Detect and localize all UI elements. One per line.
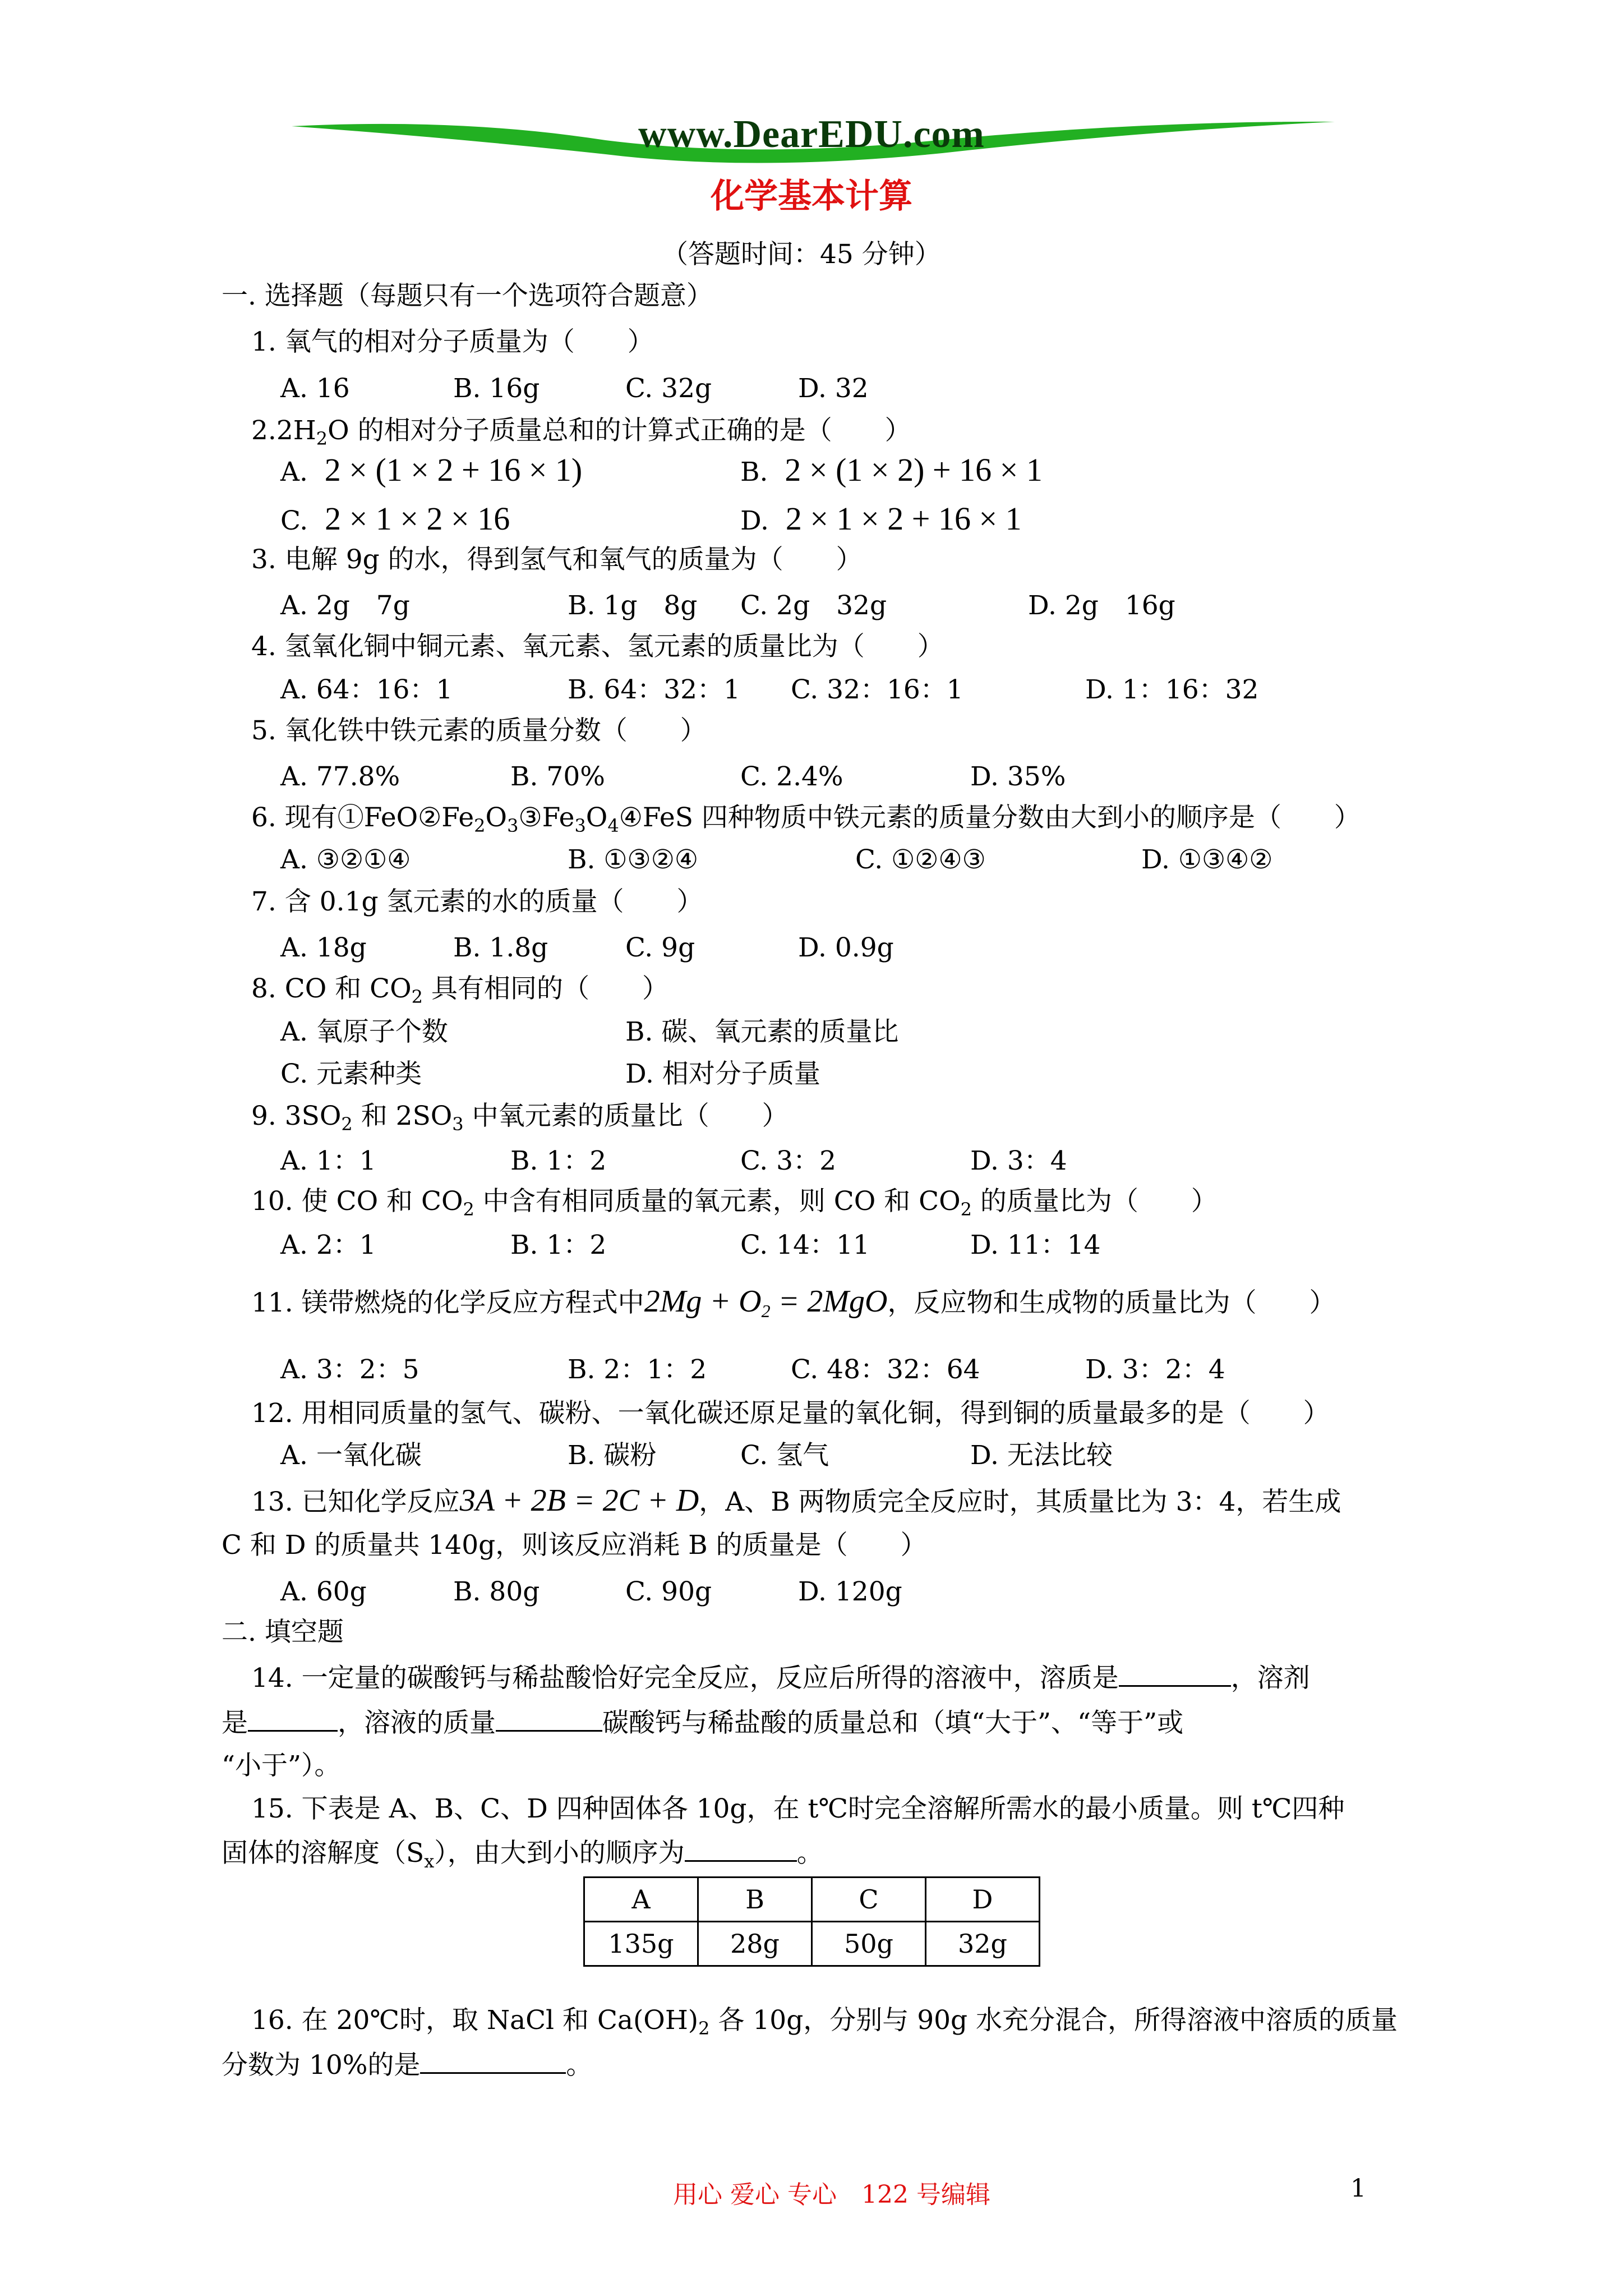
site-url: www.DearEDU.com bbox=[638, 113, 985, 156]
q8-option-a: A. 氧原子个数 bbox=[280, 1016, 448, 1047]
q8-stem: 8. CO 和 $CO_2$ 具有相同的（ ） bbox=[251, 973, 668, 1007]
q7-stem: 7. 含 0.1g 氢元素的水的质量（ ） bbox=[251, 886, 703, 917]
q3-option-a: A. 2g 7g bbox=[280, 590, 410, 621]
q2-option-b: B. 2 × (1 × 2) + 16 × 1 bbox=[740, 452, 1043, 488]
q11-option-c: C. 48：32：64 bbox=[791, 1354, 980, 1385]
q4-option-a: A. 64：16：1 bbox=[280, 674, 453, 705]
table-cell: 50g bbox=[812, 1922, 926, 1966]
q2-option-c: C. 2 × 1 × 2 × 16 bbox=[280, 500, 510, 537]
q10-option-c: C. 14：11 bbox=[740, 1230, 870, 1260]
q3-option-b: B. 1g 8g bbox=[568, 590, 698, 621]
q9-stem: 9. $3SO_2$ 和 $2SO_3$ 中氧元素的质量比（ ） bbox=[251, 1101, 789, 1135]
solubility-table bbox=[583, 1876, 1040, 1967]
page-number: 1 bbox=[1350, 2174, 1366, 2203]
q5-option-b: B. 70% bbox=[510, 761, 605, 792]
q7-option-c: C. 9g bbox=[625, 932, 695, 963]
q12-option-c: C. 氢气 bbox=[740, 1440, 829, 1471]
table-cell: 32g bbox=[926, 1922, 1040, 1966]
q3-option-d: D. 2g 16g bbox=[1028, 590, 1175, 621]
q15-line1: 15. 下表是 A、B、C、D 四种固体各 10g，在 t℃时完全溶解所需水的最小质量。则 t℃四种 bbox=[251, 1793, 1345, 1824]
q11-stem: 11. 镁带燃烧的化学反应方程式中$2Mg + O_2 = 2MgO$，反应物和生成物的质量比为（ ） bbox=[251, 1284, 1336, 1321]
q12-option-b: B. 碳粉 bbox=[568, 1440, 657, 1471]
q15-order-blank[interactable] bbox=[685, 1835, 797, 1862]
footer-note: 用心 爱心 专心 122 号编辑 bbox=[673, 2180, 990, 2209]
q3-option-c: C. 2g 32g bbox=[740, 590, 887, 621]
q1-option-a: A. 16 bbox=[280, 373, 350, 404]
q1-option-b: B. 16g bbox=[453, 373, 540, 404]
q10-option-d: D. 11：14 bbox=[970, 1230, 1101, 1260]
q13-stem-line1: 13. 已知化学反应3A + 2B = 2C + D，A、B 两物质完全反应时，其质量比为 3：4，若生成 bbox=[251, 1483, 1341, 1518]
q1-option-c: C. 32g bbox=[625, 373, 712, 404]
q8-option-c: C. 元素种类 bbox=[280, 1059, 422, 1089]
table-cell: 135g bbox=[584, 1922, 698, 1966]
q2-option-a: A. 2 × (1 × 2 + 16 × 1) bbox=[280, 452, 583, 488]
q13-equation: 3A + 2B = 2C + D bbox=[459, 1483, 699, 1518]
q13-option-c: C. 90g bbox=[625, 1576, 712, 1607]
q7-option-d: D. 0.9g bbox=[798, 932, 894, 963]
q5-stem: 5. 氧化铁中铁元素的质量分数（ ） bbox=[251, 715, 707, 746]
q9-option-c: C. 3：2 bbox=[740, 1145, 836, 1176]
q12-option-d: D. 无法比较 bbox=[970, 1440, 1113, 1471]
q5-option-d: D. 35% bbox=[970, 761, 1066, 792]
q7-option-b: B. 1.8g bbox=[453, 932, 548, 963]
table-header-cell: C bbox=[812, 1878, 926, 1922]
q13-option-b: B. 80g bbox=[453, 1576, 540, 1607]
table-cell: 28g bbox=[698, 1922, 812, 1966]
page-title: 化学基本计算 bbox=[711, 177, 912, 216]
q1-stem: 1. 氧气的相对分子质量为（ ） bbox=[251, 326, 654, 357]
q16-line2: 分数为 10%的是 。 bbox=[222, 2047, 592, 2082]
q9-option-a: A. 1：1 bbox=[280, 1145, 376, 1176]
q16-line1: 16. 在 20℃时，取 NaCl 和 $Ca(OH)_2$ 各 10g，分别与 90g 水充分混合，所得溶液中溶质的质量 bbox=[251, 2005, 1398, 2039]
q6-option-b: B. ①③②④ bbox=[568, 844, 698, 875]
q6-option-c: C. ①②④③ bbox=[855, 844, 986, 875]
q7-option-a: A. 18g bbox=[280, 932, 367, 963]
q8-option-b: B. 碳、氧元素的质量比 bbox=[625, 1016, 899, 1047]
q6-option-d: D. ①③④② bbox=[1141, 844, 1273, 875]
table-header-cell: A bbox=[584, 1878, 698, 1922]
q4-stem: 4. 氢氧化铜中铜元素、氧元素、氢元素的质量比为（ ） bbox=[251, 631, 944, 662]
table-header-row bbox=[584, 1878, 1040, 1922]
q10-stem: 10. 使 CO 和 $CO_2$ 中含有相同质量的氧元素，则 CO 和 $CO_2$ 的质量比为（ ） bbox=[251, 1186, 1218, 1220]
q9-option-d: D. 3：4 bbox=[970, 1145, 1067, 1176]
q14-mass-blank[interactable] bbox=[496, 1705, 602, 1732]
q10-option-b: B. 1：2 bbox=[510, 1230, 607, 1260]
q11-equation: $2Mg + O_2 = 2MgO$ bbox=[644, 1284, 888, 1321]
q11-option-b: B. 2：1：2 bbox=[568, 1354, 707, 1385]
table-header-cell: B bbox=[698, 1878, 812, 1922]
q6-stem: 6. 现有$①FeO②Fe_2O_3③Fe_3O_4④FeS$ 四种物质中铁元素的质量分数由大到小的顺序是（ ） bbox=[251, 802, 1361, 836]
q14-solvent-blank[interactable] bbox=[248, 1705, 338, 1732]
q14-line1: 14. 一定量的碳酸钙与稀盐酸恰好完全反应，反应后所得的溶液中，溶质是 ，溶剂 bbox=[251, 1660, 1310, 1695]
q11-option-a: A. 3：2：5 bbox=[280, 1354, 419, 1385]
q4-option-d: D. 1：16：32 bbox=[1085, 674, 1259, 705]
q9-option-b: B. 1：2 bbox=[510, 1145, 607, 1176]
q5-option-c: C. 2.4% bbox=[740, 761, 843, 792]
q3-stem: 3. 电解 9g 的水，得到氢气和氧气的质量为（ ） bbox=[251, 544, 863, 575]
q15-line2: 固体的溶解度$(S_x)$，由大到小的顺序为 。 bbox=[222, 1835, 823, 1870]
q13-option-d: D. 120g bbox=[798, 1576, 902, 1607]
section2-heading: 二. 填空题 bbox=[222, 1617, 344, 1648]
q4-option-b: B. 64：32：1 bbox=[568, 674, 740, 705]
q4-option-c: C. 32：16：1 bbox=[791, 674, 963, 705]
q13-stem-line2: C 和 D 的质量共 140g，则该反应消耗 B 的质量是（ ） bbox=[222, 1530, 927, 1561]
q16-answer-blank[interactable] bbox=[420, 2047, 566, 2074]
q10-option-a: A. 2：1 bbox=[280, 1230, 376, 1260]
q13-option-a: A. 60g bbox=[280, 1576, 367, 1607]
q5-option-a: A. 77.8% bbox=[280, 761, 400, 792]
table-header-cell: D bbox=[926, 1878, 1040, 1922]
q6-option-a: A. ③②①④ bbox=[280, 844, 411, 875]
q12-stem: 12. 用相同质量的氢气、碳粉、一氧化碳还原足量的氧化铜，得到铜的质量最多的是（ ） bbox=[251, 1398, 1330, 1429]
q1-option-d: D. 32 bbox=[798, 373, 869, 404]
table-row bbox=[584, 1922, 1040, 1966]
q8-option-d: D. 相对分子质量 bbox=[625, 1059, 820, 1089]
q12-option-a: A. 一氧化碳 bbox=[280, 1440, 422, 1471]
time-note: （答题时间：45 分钟） bbox=[662, 239, 941, 270]
q2-option-d: D. 2 × 1 × 2 + 16 × 1 bbox=[740, 500, 1022, 537]
q14-solute-blank[interactable] bbox=[1119, 1660, 1231, 1687]
q14-line3: “小于”）。 bbox=[222, 1750, 341, 1781]
q14-line2: 是 ，溶液的质量 碳酸钙与稀盐酸的质量总和（填“大于”、“等于”或 bbox=[222, 1705, 1183, 1740]
q11-option-d: D. 3：2：4 bbox=[1085, 1354, 1225, 1385]
q2-stem: $2.2H_2O$ 的相对分子质量总和的计算式正确的是（ ） bbox=[251, 415, 911, 449]
section1-heading: 一. 选择题（每题只有一个选项符合题意） bbox=[222, 280, 713, 311]
